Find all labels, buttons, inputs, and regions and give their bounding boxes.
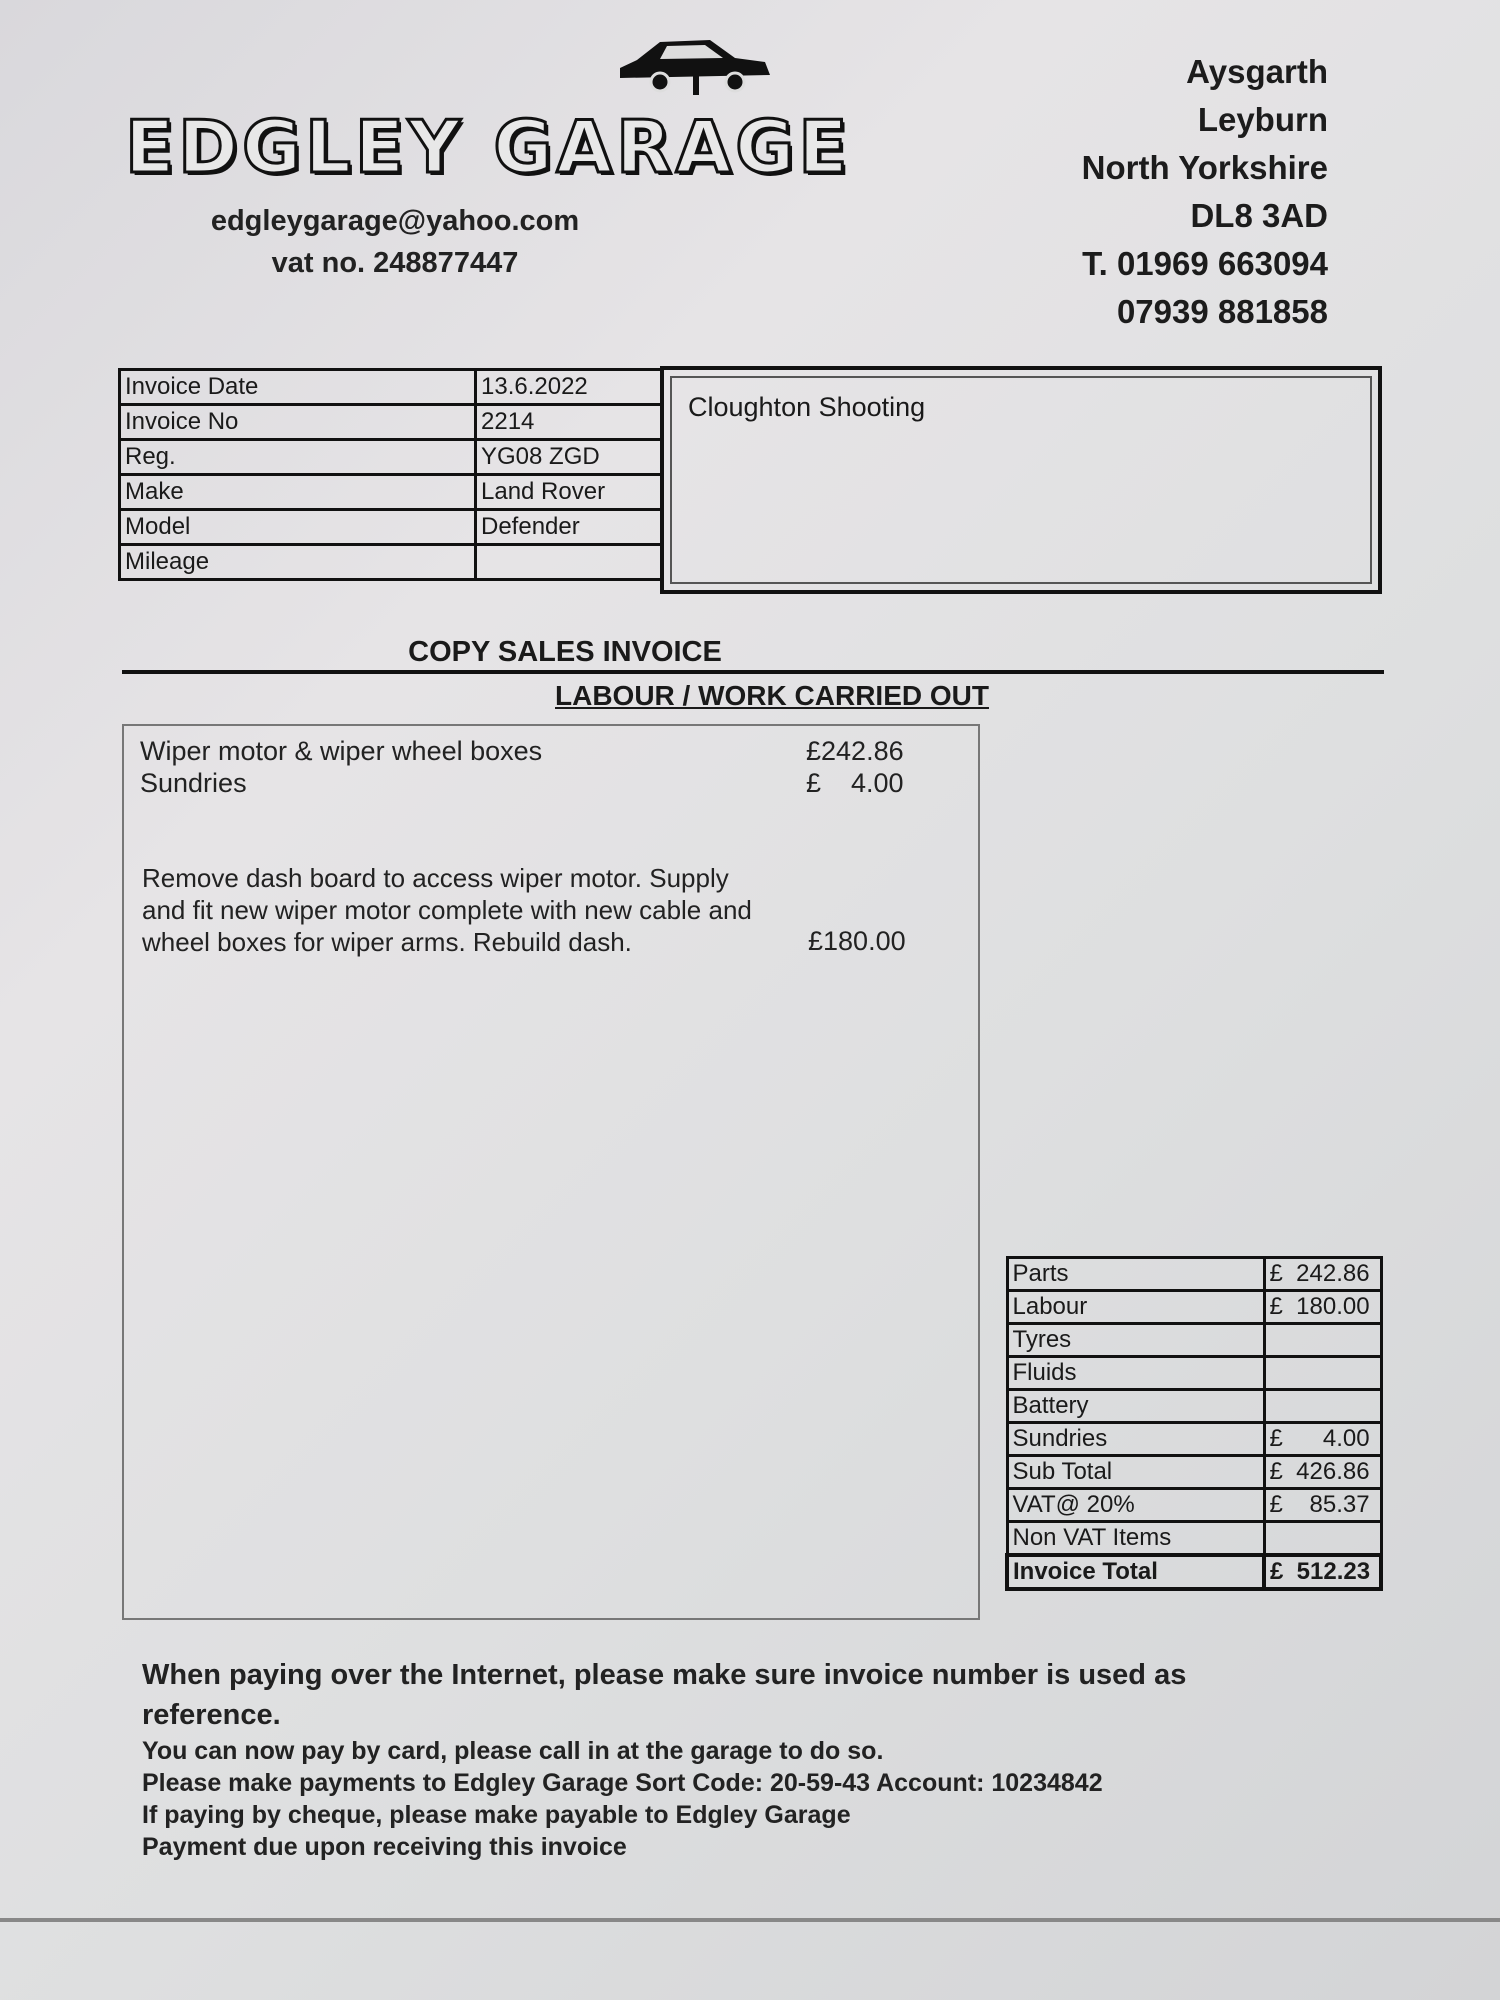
- info-label: Invoice No: [120, 405, 476, 440]
- info-value: YG08 ZGD: [476, 440, 662, 475]
- work-item-desc: Wiper motor & wiper wheel boxes: [140, 736, 543, 766]
- payment-note: Please make payments to Edgley Garage Sort Code: 20-59-43 Account: 10234842: [142, 1769, 1103, 1797]
- total-value: [1264, 1522, 1381, 1556]
- table-row: [1007, 1324, 1381, 1357]
- info-label: Reg.: [120, 440, 476, 475]
- total-label: Non VAT Items: [1007, 1522, 1264, 1556]
- invoice-title-text: COPY SALES INVOICE: [408, 636, 722, 668]
- table-row: [120, 370, 662, 405]
- labour-line: wheel boxes for wiper arms. Rebuild dash.: [142, 927, 632, 957]
- vat-number: vat no. 248877447: [271, 247, 519, 279]
- info-label: Mileage: [120, 545, 476, 580]
- total-label: Fluids: [1007, 1357, 1264, 1390]
- table-row: [1007, 1357, 1381, 1390]
- company-email: edgleygarage@yahoo.com: [210, 205, 580, 237]
- address-line: North Yorkshire: [1081, 149, 1328, 186]
- info-label: Make: [120, 475, 476, 510]
- total-label: Battery: [1007, 1390, 1264, 1423]
- table-row: [1007, 1489, 1381, 1522]
- total-label: Parts: [1007, 1258, 1264, 1291]
- info-value: Land Rover: [476, 475, 662, 510]
- work-box: [122, 724, 980, 1620]
- total-value: [1264, 1390, 1381, 1423]
- payment-note: When paying over the Internet, please make sure invoice number is used as: [142, 1659, 1187, 1691]
- labour-price: £180.00: [808, 926, 906, 956]
- payment-note: If paying by cheque, please make payable to Edgley Garage: [142, 1801, 851, 1829]
- payment-note: reference.: [142, 1699, 281, 1731]
- labour-description: [142, 862, 802, 958]
- total-label: Labour: [1007, 1291, 1264, 1324]
- divider: [122, 670, 1384, 674]
- total-label: Tyres: [1007, 1324, 1264, 1357]
- invoice-total-row: [1007, 1555, 1381, 1589]
- company-address: [1082, 48, 1328, 336]
- total-label: Sub Total: [1007, 1456, 1264, 1489]
- payment-notes: [142, 1655, 1342, 1863]
- total-value: £ 426.86: [1264, 1456, 1381, 1489]
- total-value: £ 4.00: [1264, 1423, 1381, 1456]
- section-title: LABOUR / WORK CARRIED OUT: [555, 680, 989, 711]
- total-label: Invoice Total: [1007, 1555, 1264, 1589]
- info-value: 2214: [476, 405, 662, 440]
- labour-line: Remove dash board to access wiper motor. Supply: [142, 863, 729, 893]
- table-row: [1007, 1522, 1381, 1556]
- totals-table: [1005, 1256, 1383, 1591]
- work-item-desc: Sundries: [140, 768, 247, 798]
- total-label: VAT@ 20%: [1007, 1489, 1264, 1522]
- total-label: Sundries: [1007, 1423, 1264, 1456]
- invoice-info-table: [118, 368, 663, 581]
- customer-name: Cloughton Shooting: [688, 392, 926, 422]
- invoice-total-value: £ 512.23: [1264, 1555, 1381, 1589]
- customer-inner-border: [670, 376, 1372, 584]
- info-value: [476, 545, 662, 580]
- address-line: Aysgarth: [1186, 53, 1328, 90]
- invoice-title: [118, 636, 1388, 669]
- mobile-number: 07939 881858: [1116, 293, 1328, 330]
- address-line: Leyburn: [1197, 101, 1328, 138]
- info-label: Model: [120, 510, 476, 545]
- bottom-divider: [0, 1918, 1500, 1922]
- table-row: [1007, 1390, 1381, 1423]
- labour-line: and fit new wiper motor complete with new cable and: [142, 895, 752, 925]
- work-item-price: £242.86: [806, 736, 904, 766]
- table-row: [1007, 1456, 1381, 1489]
- phone-number: T. 01969 663094: [1082, 245, 1328, 282]
- table-row: [1007, 1423, 1381, 1456]
- work-item-price: £ 4.00: [806, 768, 904, 798]
- total-value: £ 85.37: [1264, 1489, 1381, 1522]
- table-row: [120, 475, 662, 510]
- payment-note: You can now pay by card, please call in at the garage to do so.: [142, 1737, 884, 1765]
- contact-block: [180, 200, 610, 284]
- info-value: 13.6.2022: [476, 370, 662, 405]
- table-row: [1007, 1258, 1381, 1291]
- info-value: Defender: [476, 510, 662, 545]
- total-value: [1264, 1324, 1381, 1357]
- total-value: [1264, 1357, 1381, 1390]
- total-value: £ 180.00: [1264, 1291, 1381, 1324]
- table-row: [1007, 1291, 1381, 1324]
- total-value: £ 242.86: [1264, 1258, 1381, 1291]
- table-row: [120, 545, 662, 580]
- info-label: Invoice Date: [120, 370, 476, 405]
- address-line: DL8 3AD: [1190, 197, 1328, 234]
- table-row: [120, 440, 662, 475]
- table-row: [120, 405, 662, 440]
- car-lift-icon: [615, 30, 775, 100]
- customer-box: [660, 366, 1382, 594]
- company-logo: EDGLEY GARAGE: [125, 105, 852, 189]
- table-row: [120, 510, 662, 545]
- payment-note: Payment due upon receiving this invoice: [142, 1833, 627, 1861]
